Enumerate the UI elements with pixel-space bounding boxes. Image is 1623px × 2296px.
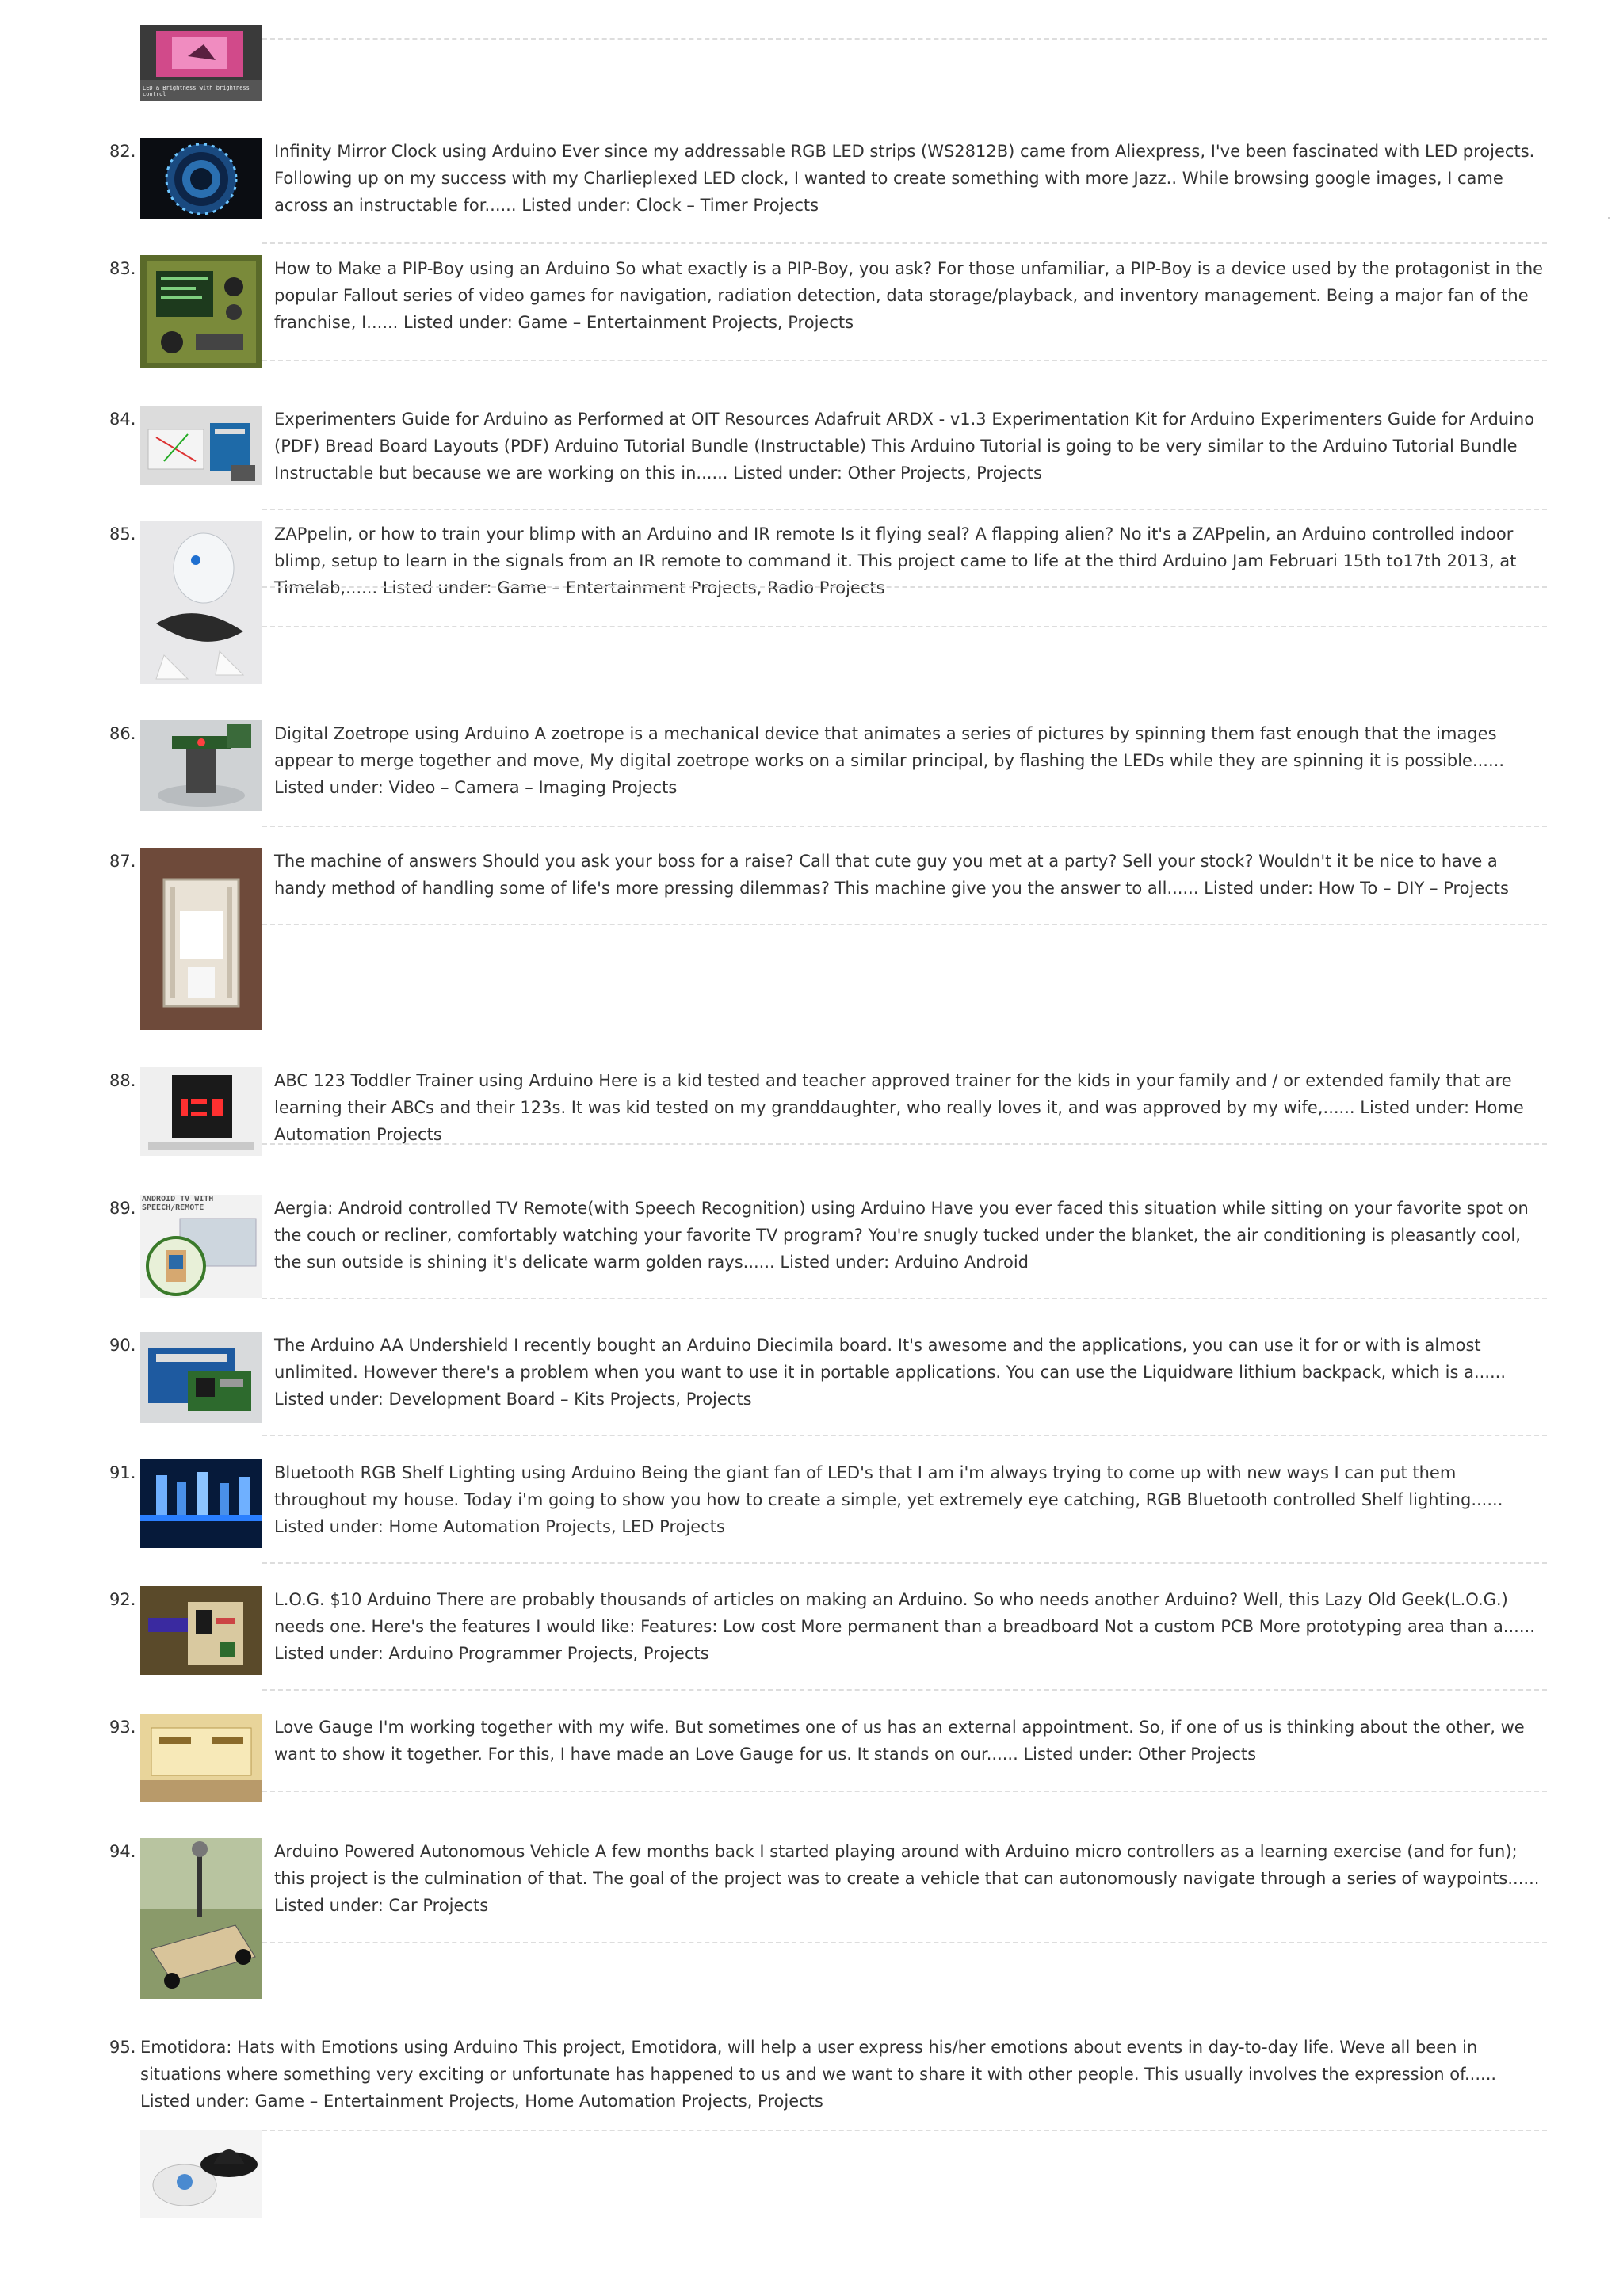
item-number: 85. [109,524,136,543]
separator [262,242,1547,244]
project-description[interactable]: ZAPpelin, or how to train your blimp with an Arduino and IR remote Is it flying seal? A flapping alien? No it's a ZAPpelin, an Arduino controlled indoor blimp, setup to learn in the signals from an IR remote to command it. This project came to life at the third Arduino Jam Februari 15th to17th 2013, at Timelab,...... Listed under: Game – Entertainment Projects, Radio Projects [274,524,1517,597]
separator [262,1435,1547,1436]
separator [262,38,1547,40]
project-description[interactable]: Experimenters Guide for Arduino as Performed at OIT Resources Adafruit ARDX - v1.3 Experimentation Kit for Arduino Experimenters Guide for Arduino (PDF) Bread Board Layouts (PDF) Arduino Tutorial Bundle (Instructable) This Arduino Tutorial is going to be very similar to the Arduino Tutorial Bundle Instructable but because we are working on this in...... Listed under: Other Projects, Projects [274,410,1535,482]
item-number: 93. [109,1718,136,1737]
separator [262,1791,1547,1792]
project-description[interactable]: Aergia: Android controlled TV Remote(with Speech Recognition) using Arduino Have you ever faced this situation while sitting on your favorite spot on the couch or recliner, comfortably watching your favorite TV program? You're snugly tucked under the blanket, the air conditioning is pleasantly cool, the sun outside is shining it's delicate warm golden rays...... Listed under: Arduino Android [274,1199,1529,1272]
item-number: 91. [109,1463,136,1482]
project-description[interactable]: Infinity Mirror Clock using Arduino Ever since my addressable RGB LED strips (WS2812B) came from Aliexpress, I've been fascinated with LED projects. Following up on my success with my Charlieplexed LED clock, I wanted to create something with more Jazz.. While browsing google images, I came across an instructable for...... Listed under: Clock – Timer Projects [274,142,1535,215]
stray-pixel [1608,217,1610,219]
project-description[interactable]: Bluetooth RGB Shelf Lighting using Arduino Being the giant fan of LED's that I am i'm always trying to come up with new ways I can put them throughout my house. Today i'm going to show you how to create a simple, yet extremely eye catching, RGB Bluetooth controlled Shelf lighting...... Listed under: Home Automation Projects, LED Projects [274,1463,1503,1536]
separator [262,924,1547,925]
project-description[interactable]: Love Gauge I'm working together with my wife. But sometimes one of us has an external appointment. So, if one of us is thinking about the other, we want to show it together. For this, I have made an Love Gauge for us. It stands on our...... Listed under: Other Projects [274,1718,1525,1764]
project-thumbnail[interactable] [140,848,262,1030]
separator [262,626,1547,627]
item-number: 95. [109,2038,136,2057]
thumbnail-caption: ANDROID TV WITH SPEECH/REMOTE [142,1195,214,1212]
project-description[interactable]: The Arduino AA Undershield I recently bought an Arduino Diecimila board. It's awesome and the applications, you can use it for or with is almost unlimited. However there's a problem when you want to use it in portable applications. You can use the Liquidware lithium backpack, which is a...... Listed under: Development Board – Kits Projects, Projects [274,1336,1507,1409]
item-number: 83. [109,259,136,278]
separator [262,1689,1547,1691]
item-number: 90. [109,1336,136,1355]
item-number: 87. [109,852,136,871]
project-thumbnail[interactable] [140,1714,262,1802]
project-thumbnail[interactable] [140,1195,262,1298]
separator [262,1562,1547,1564]
item-number: 82. [109,142,136,161]
project-description[interactable]: Digital Zoetrope using Arduino A zoetrope is a mechanical device that animates a series of pictures by spinning them fast enough that the images appear to merge together and move, My digital zoetrope works on a similar principal, by flashing the LEDs while they are spinning it is possible...... Listed under: Video – Camera – Imaging Projects [274,724,1505,797]
separator [262,1143,1547,1145]
project-description[interactable]: L.O.G. $10 Arduino There are probably thousands of articles on making an Arduino. So who needs another Arduino? Well, this Lazy Old Geek(L.O.G.) needs one. Here's the features I would like: Features: Low cost More permanent than a breadboard Not a custom PCB More prototyping area than a...... Listed under: Arduino Programmer Projects, Projects [274,1590,1535,1663]
project-thumbnail[interactable] [140,255,262,368]
project-description[interactable]: Emotidora: Hats with Emotions using Arduino This project, Emotidora, will help a user express his/her emotions about events in day-to-day life. Weve all been in situations where something very exciting or unfortunate has happened to us and we want to share it with other people. This usually involves the expression of...... Listed under: Game – Entertainment Projects, Home Automation Projects, Projects [140,2038,1497,2111]
separator [262,2130,1547,2131]
project-thumbnail[interactable] [140,1332,262,1423]
item-number: 88. [109,1071,136,1090]
project-thumbnail[interactable] [140,1067,262,1156]
separator [262,360,1547,361]
project-thumbnail[interactable] [140,25,262,101]
item-number: 94. [109,1842,136,1861]
project-thumbnail[interactable] [140,1838,262,1999]
project-thumbnail[interactable] [140,1459,262,1548]
separator [262,509,1547,510]
project-thumbnail[interactable] [140,2130,262,2218]
project-thumbnail[interactable] [140,1586,262,1675]
separator [262,1942,1547,1943]
thumbnail-caption: LED & Brightness with brightness control [143,85,250,97]
separator [262,1298,1547,1299]
item-number: 92. [109,1590,136,1609]
project-description[interactable]: Arduino Powered Autonomous Vehicle A few months back I started playing around with Arduino micro controllers as a learning exercise (and for fun); this project is the culmination of that. The goal of the project was to create a vehicle that can autonomously navigate through a series of waypoints...... Listed under: Car Projects [274,1842,1540,1915]
project-description[interactable]: How to Make a PIP-Boy using an Arduino So what exactly is a PIP-Boy, you ask? For those unfamiliar, a PIP-Boy is a device used by the protagonist in the popular Fallout series of video games for navigation, radiation detection, data storage/playback, and inventory management. Being a major fan of the franchise, I...... Listed under: Game – Entertainment Projects, Projects [274,259,1544,332]
separator [262,826,1547,827]
item-number: 84. [109,410,136,429]
project-description[interactable]: The machine of answers Should you ask your boss for a raise? Call that cute guy you met at a party? Sell your stock? Wouldn't it be nice to have a handy method of handling some of life's more pressing dilemmas? This machine give you the answer to all...... Listed under: How To – DIY – Projects [274,852,1509,898]
project-description[interactable]: ABC 123 Toddler Trainer using Arduino Here is a kid tested and teacher approved trainer for the kids in your family and / or extended family that are learning their ABCs and their 123s. It was kid tested on my granddaughter, who really loves it, and was approved by my wife,...... Listed under: Home Automation Projects [274,1071,1524,1144]
project-thumbnail[interactable] [140,720,262,811]
project-thumbnail[interactable] [140,138,262,219]
item-number: 86. [109,724,136,743]
project-thumbnail[interactable] [140,406,262,485]
project-thumbnail[interactable] [140,521,262,684]
item-number: 89. [109,1199,136,1218]
separator [262,586,1547,588]
